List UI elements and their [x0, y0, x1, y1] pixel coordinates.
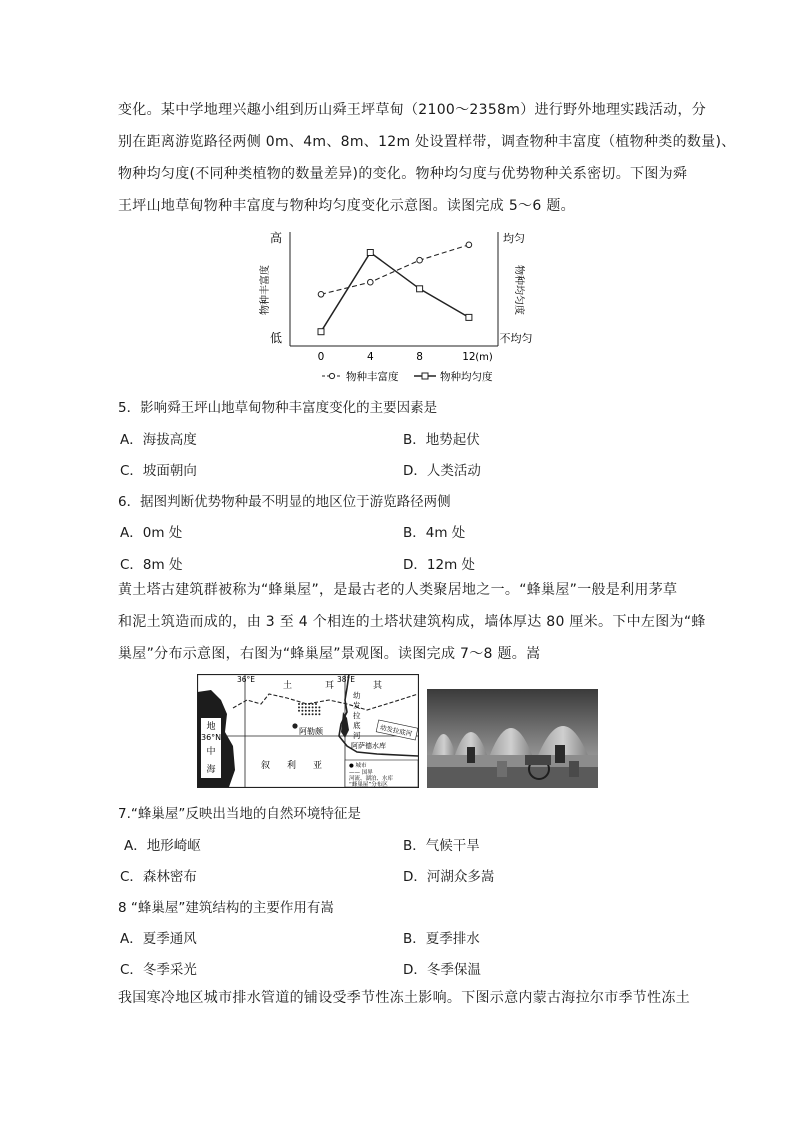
barrel-1	[497, 761, 507, 777]
distribution-dot	[305, 703, 307, 705]
distribution-dot	[301, 710, 303, 712]
distribution-dot	[301, 703, 303, 705]
distribution-dot	[315, 710, 317, 712]
chart-legend	[322, 370, 493, 383]
river-label-1: 幼	[353, 691, 361, 700]
river-label-5: 河	[353, 731, 361, 740]
right-axis-label: 物种均匀度	[513, 265, 524, 315]
distribution-dot	[301, 713, 303, 715]
evenness-line	[321, 253, 469, 332]
distribution-dot	[312, 703, 314, 705]
question-7-option-a[interactable]: A．地形崎岖	[124, 838, 201, 854]
text-line: 黄土塔古建筑群被称为“蜂巢屋”，是最古老的人类聚居地之一。“蜂巢屋”一般是利用茅草	[118, 582, 678, 598]
question-7-option-d[interactable]: D．河湖众多嵩	[403, 869, 495, 885]
x-tick-label: 4	[366, 351, 374, 363]
question-5-option-b[interactable]: B．地势起伏	[403, 432, 480, 448]
question-8-option-c[interactable]: C．冬季采光	[120, 962, 197, 978]
distribution-dot	[312, 706, 314, 708]
question-8-option-b[interactable]: B．夏季排水	[403, 931, 480, 947]
question-6-stem: 6．据图判断优势物种最不明显的地区位于游览路径两侧	[118, 494, 451, 510]
question-8-option-a[interactable]: A．夏季通风	[120, 931, 197, 947]
legend-rich-marker	[329, 373, 334, 378]
distribution-dot	[312, 710, 314, 712]
legend-rich-label: 物种丰富度	[346, 371, 399, 383]
richness-point	[417, 257, 423, 263]
distribution-dot	[298, 703, 300, 705]
sea-label-3: 海	[206, 765, 216, 775]
beehive-photo-svg	[427, 689, 598, 788]
question-6-option-a[interactable]: A．0m 处	[120, 525, 183, 541]
evenness-point	[367, 250, 373, 256]
legend-even-marker	[422, 373, 428, 379]
question-5-option-a[interactable]: A．海拔高度	[120, 432, 197, 448]
distribution-dot	[308, 713, 310, 715]
text-line: 物种均匀度(不同种类植物的数量差异)的变化。物种均匀度与优势物种关系密切。下图为舜	[118, 166, 688, 182]
intro-paragraph-2	[118, 574, 706, 670]
question-7-option-c[interactable]: C．森林密布	[120, 869, 197, 885]
lon-label-36: 36°E	[237, 675, 256, 684]
question-5-stem: 5．影响舜王坪山地草甸物种丰富度变化的主要因素是	[118, 400, 438, 416]
evenness-point	[466, 314, 472, 320]
left-axis-top: 高	[269, 231, 283, 245]
question-6-option-b[interactable]: B．4m 处	[403, 525, 466, 541]
beehive-map-svg	[197, 674, 419, 788]
distribution-dot	[305, 713, 307, 715]
lat-label: 36°N	[201, 733, 222, 742]
distribution-dot	[315, 713, 317, 715]
reservoir-label: 阿萨德水库	[351, 742, 386, 750]
river-label-3: 拉	[353, 711, 361, 720]
cart	[525, 755, 551, 765]
text-line: 别在距离游览路径两侧 0m、4m、8m、12m 处设置样带，调查物种丰富度（植物种类的数量)、	[118, 134, 736, 150]
text-line: 巢屋”分布示意图，右图为“蜂巢屋”景观图。读图完成 7～8 题。嵩	[118, 646, 541, 662]
text-line: 我国寒冷地区城市排水管道的铺设受季节性冻土影响。下图示意内蒙古海拉尔市季节性冻土	[118, 990, 690, 1006]
text-line: 变化。某中学地理兴趣小组到历山舜王坪草甸（2100～2358m）进行野外地理实践活动，分	[118, 102, 707, 118]
question-6-option-d[interactable]: D．12m 处	[403, 557, 476, 573]
distribution-dot	[315, 706, 317, 708]
beehive-house-photo	[427, 689, 598, 788]
distribution-dot	[318, 710, 320, 712]
richness-point	[466, 242, 472, 248]
right-axis-top: 均匀	[503, 232, 525, 245]
river-label-4: 底	[353, 721, 361, 730]
region-label: 幼发拉底河	[379, 723, 413, 739]
left-axis-bottom: 低	[269, 331, 283, 345]
sea-label-1: 地	[206, 722, 216, 732]
map-legend-1: ● 城市	[349, 763, 367, 769]
x-tick-label: 12	[462, 351, 476, 363]
text-line: 王坪山地草甸物种丰富度与物种均匀度变化示意图。读图完成 5～6 题。	[118, 198, 575, 214]
question-5-option-c[interactable]: C．坡面朝向	[120, 463, 197, 479]
question-7-stem: 7.“蜂巢屋”反映出当地的自然环境特征是	[118, 806, 361, 822]
barrel-2	[569, 761, 579, 777]
x-unit: (m)	[475, 352, 493, 363]
distribution-dot	[308, 710, 310, 712]
distribution-dot	[308, 703, 310, 705]
evenness-point	[318, 329, 324, 335]
doorway-2	[555, 745, 565, 763]
question-5-option-d[interactable]: D．人类活动	[403, 463, 481, 479]
distribution-dot	[318, 706, 320, 708]
question-7-option-b[interactable]: B．气候干旱	[403, 838, 480, 854]
distribution-dot	[305, 706, 307, 708]
turkey-label-1: 土	[283, 681, 293, 691]
richness-point	[368, 279, 374, 285]
distribution-dot	[308, 706, 310, 708]
richness-line	[321, 245, 469, 294]
x-tick-label: 8	[416, 351, 423, 363]
legend-even-label: 物种均匀度	[440, 371, 493, 383]
intro-paragraph-3	[118, 982, 690, 1014]
distribution-dot	[301, 706, 303, 708]
map-legend-3: 河流、湖泊、水库	[349, 776, 394, 782]
x-tick-label: 0	[317, 351, 325, 363]
question-8-option-d[interactable]: D．冬季保温	[403, 962, 481, 978]
distribution-dot	[298, 710, 300, 712]
river-label-2: 发	[353, 701, 361, 710]
lon-label-38: 38°E	[337, 675, 356, 684]
distribution-dot	[318, 713, 320, 715]
right-axis-bottom: 不均匀	[499, 332, 533, 345]
aleppo-city-label: 阿勒颇	[299, 727, 323, 736]
species-chart-svg	[258, 224, 538, 388]
evenness-point	[417, 286, 423, 292]
syria-label-3: 亚	[313, 761, 323, 771]
syria-label-2: 利	[287, 761, 297, 771]
left-axis-label: 物种丰富度	[260, 265, 271, 315]
map-legend-4: “蜂巢屋”分布区	[349, 782, 388, 788]
beehive-house-map	[197, 674, 419, 788]
distribution-dot	[315, 703, 317, 705]
aleppo-city-marker	[292, 723, 297, 728]
turkey-label-3: 其	[373, 681, 383, 691]
distribution-dot	[305, 710, 307, 712]
syria-label-1: 叙	[261, 761, 271, 771]
intro-paragraph-1	[118, 94, 736, 222]
question-8-stem: 8 “蜂巢屋”建筑结构的主要作用有嵩	[118, 900, 334, 916]
distribution-dot	[298, 706, 300, 708]
sea-label-2: 中	[206, 747, 216, 757]
distribution-dot	[312, 713, 314, 715]
turkey-label-2: 耳	[325, 681, 335, 691]
text-line: 和泥土筑造而成的，由 3 至 4 个相连的土塔状建筑构成，墙体厚达 80 厘米。下中左图为“蜂	[118, 614, 706, 630]
question-6-option-c[interactable]: C．8m 处	[120, 557, 183, 573]
map-legend-2: —— 国界	[349, 770, 373, 776]
species-chart	[258, 224, 538, 388]
richness-point	[318, 292, 324, 298]
doorway-1	[467, 747, 475, 763]
